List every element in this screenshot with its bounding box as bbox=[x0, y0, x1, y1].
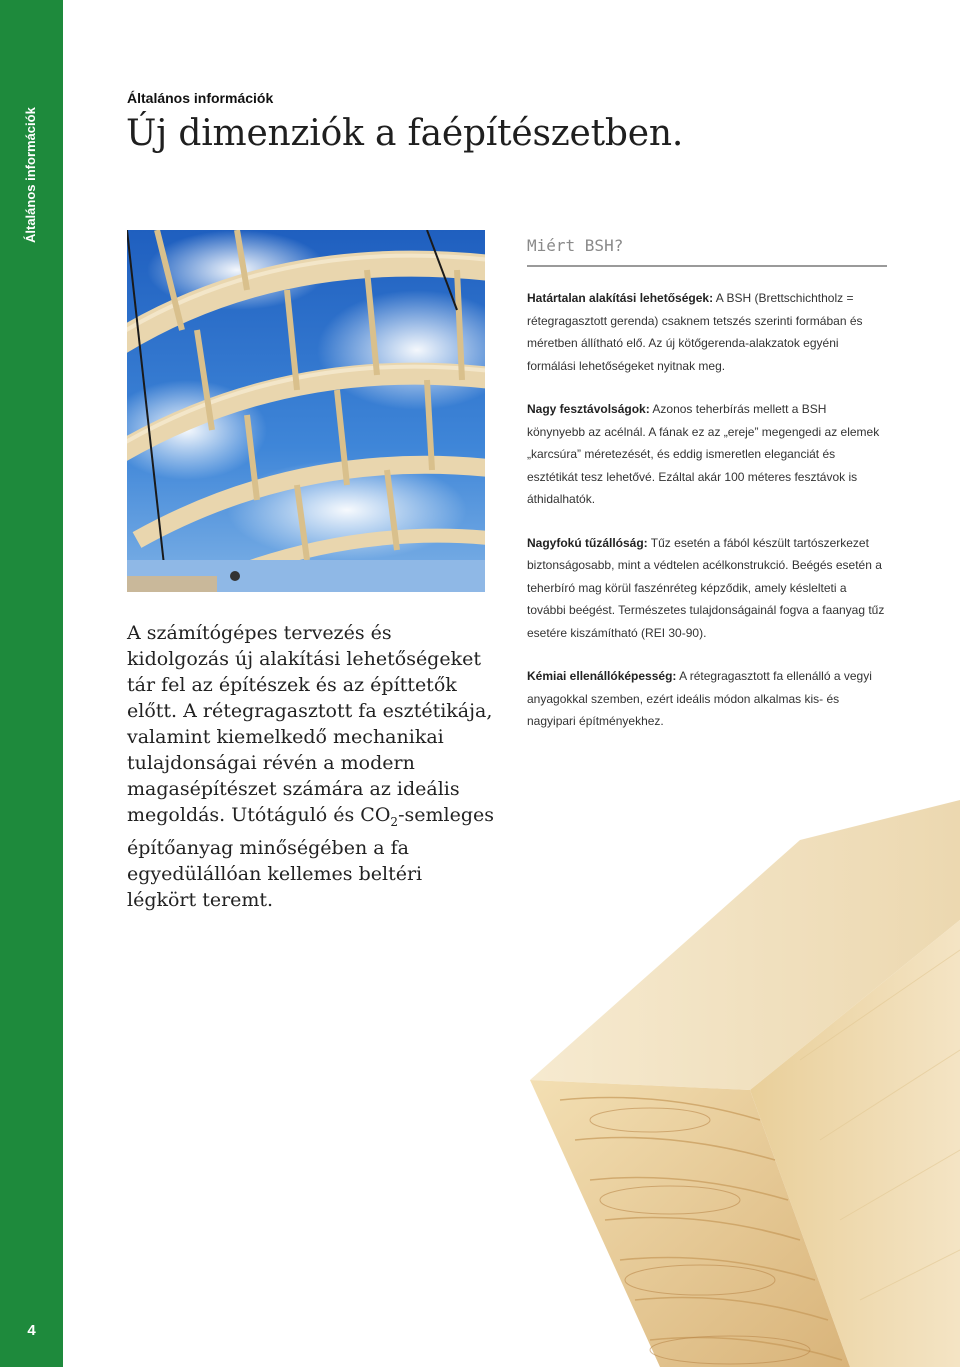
why-bsh-section bbox=[527, 236, 887, 754]
intro-text bbox=[127, 620, 497, 913]
benefit-spans bbox=[527, 398, 887, 511]
benefit-text: A rétegragasztott fa ellenálló a vegyi anyagokkal szemben, ezért ideális módon alkalmas kis- és nagyipari építményekhez. bbox=[527, 669, 872, 728]
sidebar bbox=[0, 0, 63, 1367]
intro-text-end: -semleges építőanyag minőségében a fa egyedülállóan kellemes beltéri légkört teremt. bbox=[127, 804, 494, 911]
sidebar-label: Általános információk bbox=[23, 107, 38, 243]
benefit-text: Tűz esetén a fából készült tartószerkezet biztonságosabb, mint a védtelen acélkonstrukció. Beégés esetén a teherbíró mag körül faszénréteg képződik, amely késlelteti a további beégést. Természetes tulajdonságainál fogva a faanyag tűz esetére kiszámítható (REI 30-90). bbox=[527, 535, 885, 640]
glulam-beam-photo bbox=[500, 760, 960, 1367]
benefit-text: A BSH (Brettschichtholz = rétegragasztott gerenda) csaknem tetszés szerinti formában és méretben állítható elő. Az új kötőgerenda-alakzatok egyéni formálási lehetőségeket nyitnak meg. bbox=[527, 291, 863, 373]
why-bsh-heading: Miért BSH? bbox=[527, 236, 624, 255]
benefit-term: Kémiai ellenállóképesség: bbox=[527, 669, 677, 683]
roof-beams-photo bbox=[127, 230, 485, 592]
benefit-fire bbox=[527, 532, 887, 645]
section-label: Általános információk bbox=[127, 90, 274, 106]
benefit-text: Azonos teherbírás mellett a BSH könynyebb az acélnál. A fának ez az „ereje” megengedi az elemek „karcsúra” méretezését, és eddig ismeretlen eleganciát és esztétikát tesz lehetővé. Ezáltal akár 100 méteres fesztávok is áthidalhatók. bbox=[527, 402, 880, 506]
benefit-term: Határtalan alakítási lehetőségek: bbox=[527, 291, 714, 305]
benefit-chemical bbox=[527, 665, 887, 733]
intro-text-main: A számítógépes tervezés és kidolgozás új alakítási lehetőségeket tár fel az építészek és az építtetők előtt. A rétegragasztott fa esztétikája, valamint kiemelkedő mechanikai tulajdonságai révén a modern magasépítészet számára az ideális megoldás. Utótáguló és CO bbox=[127, 622, 493, 826]
benefit-forming bbox=[527, 287, 887, 377]
page-title: Új dimenziók a faépítészetben. bbox=[126, 113, 684, 154]
page-number: 4 bbox=[27, 1322, 36, 1339]
benefit-term: Nagy fesztávolságok: bbox=[527, 402, 650, 416]
heading-divider bbox=[527, 265, 887, 267]
benefit-term: Nagyfokú tűzállóság: bbox=[527, 535, 648, 550]
co2-subscript: 2 bbox=[390, 814, 399, 829]
